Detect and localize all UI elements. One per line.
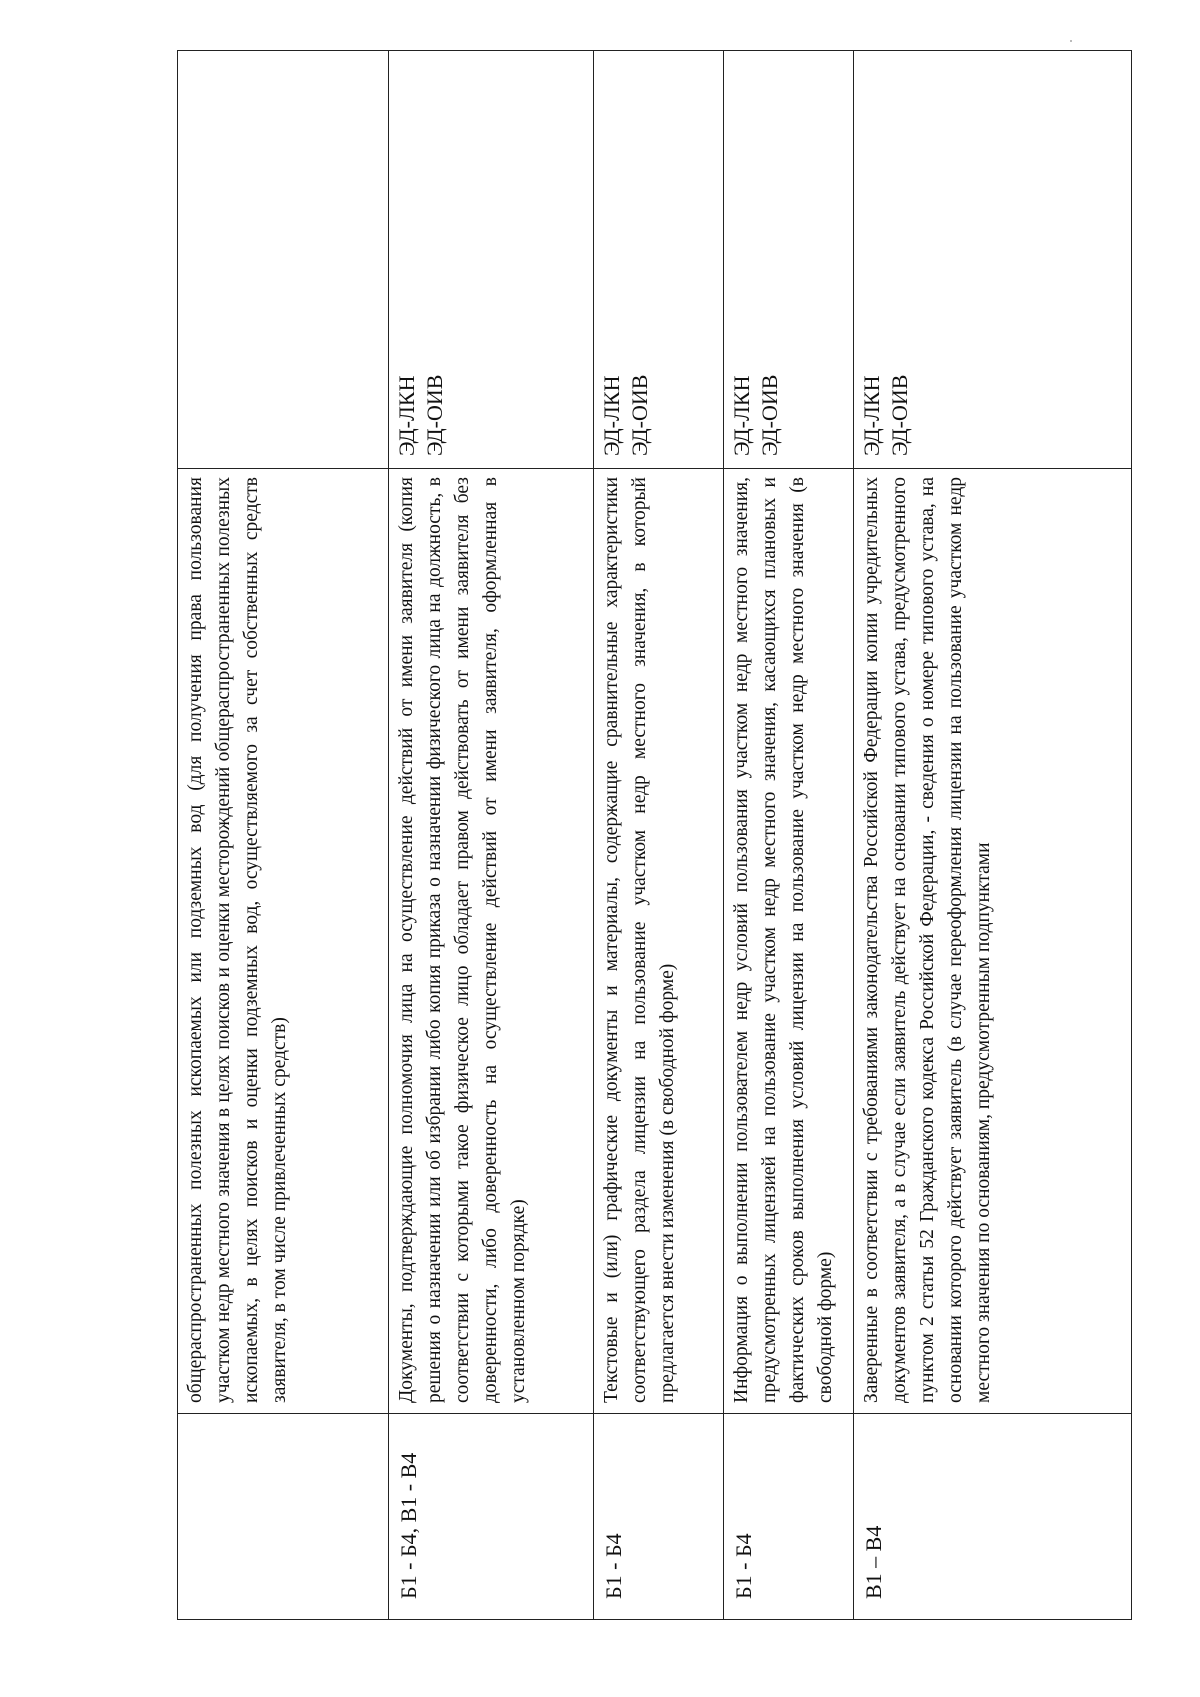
document-description-cell: общераспространенных полезных ископаемых или подземных вод (для получения права пользования участком недр местного значения в целях поисков и оценки месторождений общераспространенных полезных ископаемых, в целях поисков и оценки подземных вод, осуществляемого за счет собственных средств заявителя, в том числе привлеченных средств) [178,468,388,1413]
table-row [723,51,853,1619]
format-label: ЭД-ЛКН [859,375,884,456]
document-format-cell [724,51,853,468]
document-description-cell: Текстовые и (или) графические документы и материалы, содержащие сравнительные характеристики соответствующего раздела лицензии на пользование участком недр местного значения, в который предлагается внести изменения (в свободной форме) [594,468,723,1413]
table-row [178,51,388,1619]
applicant-code-cell: Б1 - Б4, В1 - В4 [389,1413,593,1619]
document-format-cell [854,51,1131,468]
table-row [388,51,593,1619]
scan-speck [1070,40,1072,42]
applicant-code-cell: Б1 - Б4 [724,1413,853,1619]
document-description-cell: Заверенные в соответствии с требованиями законодательства Российской Федерации копии учредительных документов заявителя, а в случае если заявитель действует на основании типового устава, предусмотренного пунктом 2 статьи 52 Гражданского кодекса Российской Федерации, - сведения о номере типового устава, на основании которого действует заявитель (в случае переоформления лицензии на пользование участком недр местного значения по основаниям, предусмотренным подпунктами [854,468,1131,1413]
document-format-cell [594,51,723,468]
format-label: ЭД-ЛКН [394,375,419,456]
table-row [853,51,1131,1619]
format-label: ЭД-ЛКН [729,375,754,456]
document-format-cell [178,51,388,468]
table-row [593,51,723,1619]
applicant-code-cell [178,1413,388,1619]
format-label: ЭД-ОИВ [757,374,782,456]
applicant-code-cell: В1 – В4 [854,1413,1131,1619]
format-label: ЭД-ЛКН [599,375,624,456]
document-format-cell [389,51,593,468]
format-label: ЭД-ОИВ [422,374,447,456]
requirements-table [177,50,1132,1620]
format-label: ЭД-ОИВ [627,374,652,456]
document-description-cell: Документы, подтверждающие полномочия лица на осуществление действий от имени заявителя (копия решения о назначении или об избрании либо копия приказа о назначении физического лица на должность, в соответствии с которыми такое физическое лицо обладает правом действовать от имени заявителя без доверенности, либо доверенность на осуществление действий от имени заявителя, оформленная в установленном порядке) [389,468,593,1413]
document-description-cell: Информация о выполнении пользователем недр условий пользования участком недр местного значения, предусмотренных лицензией на пользование участком недр местного значения, касающихся плановых и фактических сроков выполнения условий лицензии на пользование участком недр местного значения (в свободной форме) [724,468,853,1413]
format-label: ЭД-ОИВ [887,374,912,456]
applicant-code-cell: Б1 - Б4 [594,1413,723,1619]
